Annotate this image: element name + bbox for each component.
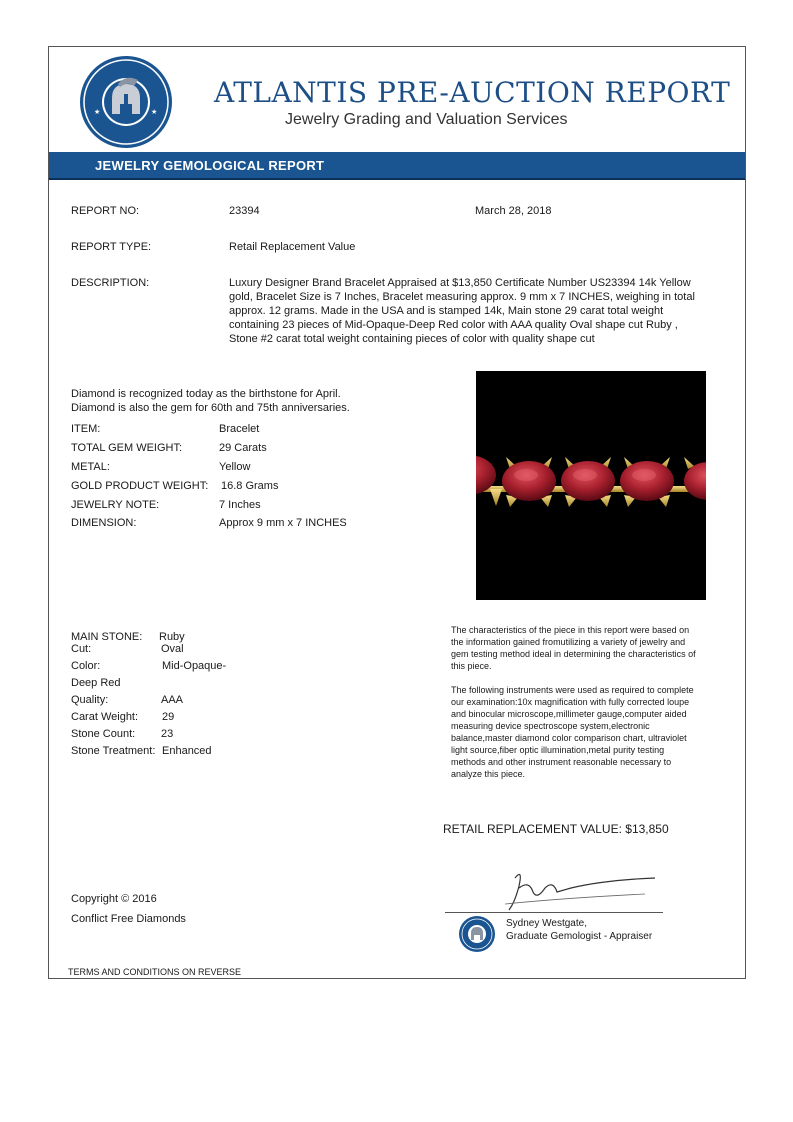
report-subtitle: Jewelry Grading and Valuation Services bbox=[285, 111, 568, 128]
report-no-label: REPORT NO: bbox=[71, 205, 140, 217]
birthstone-line-1: Diamond is recognized today as the birthstone for April. bbox=[71, 388, 341, 400]
main-stone-label: MAIN STONE: bbox=[71, 631, 143, 643]
retail-replacement-value: RETAIL REPLACEMENT VALUE: $13,850 bbox=[443, 822, 669, 836]
report-date: March 28, 2018 bbox=[475, 205, 552, 217]
conflict-free-text: Conflict Free Diamonds bbox=[71, 913, 186, 925]
signature-line bbox=[445, 912, 663, 913]
bracelet-photo bbox=[476, 371, 706, 600]
main-stone-value: Ruby bbox=[159, 631, 185, 643]
carat-weight-label: Carat Weight: bbox=[71, 711, 139, 723]
spec-label: DIMENSION: bbox=[71, 517, 137, 529]
spec-value: 16.8 Grams bbox=[221, 480, 279, 492]
report-type-value: Retail Replacement Value bbox=[229, 241, 356, 253]
color-value-continued: Deep Red bbox=[71, 677, 121, 689]
description-label: DESCRIPTION: bbox=[71, 277, 150, 289]
terms-text: TERMS AND CONDITIONS ON REVERSE bbox=[68, 967, 242, 977]
birthstone-line-2: Diamond is also the gem for 60th and 75th anniversaries. bbox=[71, 402, 350, 414]
stone-count-label: Stone Count: bbox=[71, 728, 136, 740]
report-title: ATLANTIS PRE-AUCTION REPORT bbox=[214, 76, 731, 109]
report-no-value: 23394 bbox=[229, 205, 260, 217]
report-type-label: REPORT TYPE: bbox=[71, 241, 152, 253]
banner-text: JEWELRY GEMOLOGICAL REPORT bbox=[95, 158, 325, 173]
instruments-note: The following instruments were used as required to complete our examination:10x magnification with fully corrected loupe and binocular microscope,millimeter gauge,computer aided measuring device spectroscope system,electronic balance,master diamond color comparison chart, ultraviolet light source,fiber optic illumination,metal purity testing methods and other instrument reasonable necessary to analyze this piece. bbox=[451, 685, 694, 779]
cut-label: Cut: bbox=[71, 643, 92, 655]
atlantis-logo bbox=[78, 54, 174, 150]
spec-value: Yellow bbox=[219, 461, 251, 473]
color-label: Color: bbox=[71, 660, 101, 672]
spec-value: 29 Carats bbox=[219, 442, 267, 454]
logo-star-icon: ★ bbox=[94, 109, 101, 116]
color-value: Mid-Opaque- bbox=[162, 660, 227, 672]
stone-count-value: 23 bbox=[161, 728, 174, 740]
cut-value: Oval bbox=[161, 643, 184, 655]
quality-label: Quality: bbox=[71, 694, 109, 706]
spec-value: 7 Inches bbox=[219, 499, 261, 511]
signer-name: Sydney Westgate, bbox=[506, 918, 587, 929]
logo-star-icon: ★ bbox=[151, 109, 158, 116]
appraiser-signature bbox=[445, 858, 665, 918]
stone-treatment-label: Stone Treatment: bbox=[71, 745, 156, 757]
signer-title: Graduate Gemologist - Appraiser bbox=[506, 931, 653, 942]
ruby-bracelet-image bbox=[476, 371, 706, 600]
description-text: Luxury Designer Brand Bracelet Appraised at $13,850 Certificate Number US23394 14k Yellow gold, Bracelet Size is 7 Inches, Bracelet measuring approx. 9 mm x 7 INCHES, weighing in total approx. 12 grams. Made in the USA and is stamped 14k, Main stone 29 carat total weight containing 23 pieces of Mid-Opaque-Deep Red color with AAA quality Oval shape cut Ruby , Stone #2 carat total weight containing pieces of color with quality shape cut bbox=[229, 277, 695, 345]
spec-value: Approx 9 mm x 7 INCHES bbox=[219, 517, 347, 529]
characteristics-note: The characteristics of the piece in this report were based on the information gained fromutilizing a variety of jewelry and gem testing method ideal in determining the characteristics of this piece. bbox=[451, 625, 696, 671]
stone-treatment-value: Enhanced bbox=[162, 745, 212, 757]
carat-weight-value: 29 bbox=[162, 711, 175, 723]
spec-label: TOTAL GEM WEIGHT: bbox=[71, 442, 183, 454]
spec-label: JEWELRY NOTE: bbox=[71, 499, 160, 511]
spec-label: GOLD PRODUCT WEIGHT: bbox=[71, 480, 209, 492]
spec-label: METAL: bbox=[71, 461, 110, 473]
section-banner bbox=[49, 152, 745, 180]
spec-value: Bracelet bbox=[219, 423, 260, 435]
spec-label: ITEM: bbox=[71, 423, 101, 435]
copyright-text: Copyright © 2016 bbox=[71, 893, 157, 905]
atlantis-seal-icon bbox=[458, 915, 496, 953]
quality-value: AAA bbox=[161, 694, 184, 706]
